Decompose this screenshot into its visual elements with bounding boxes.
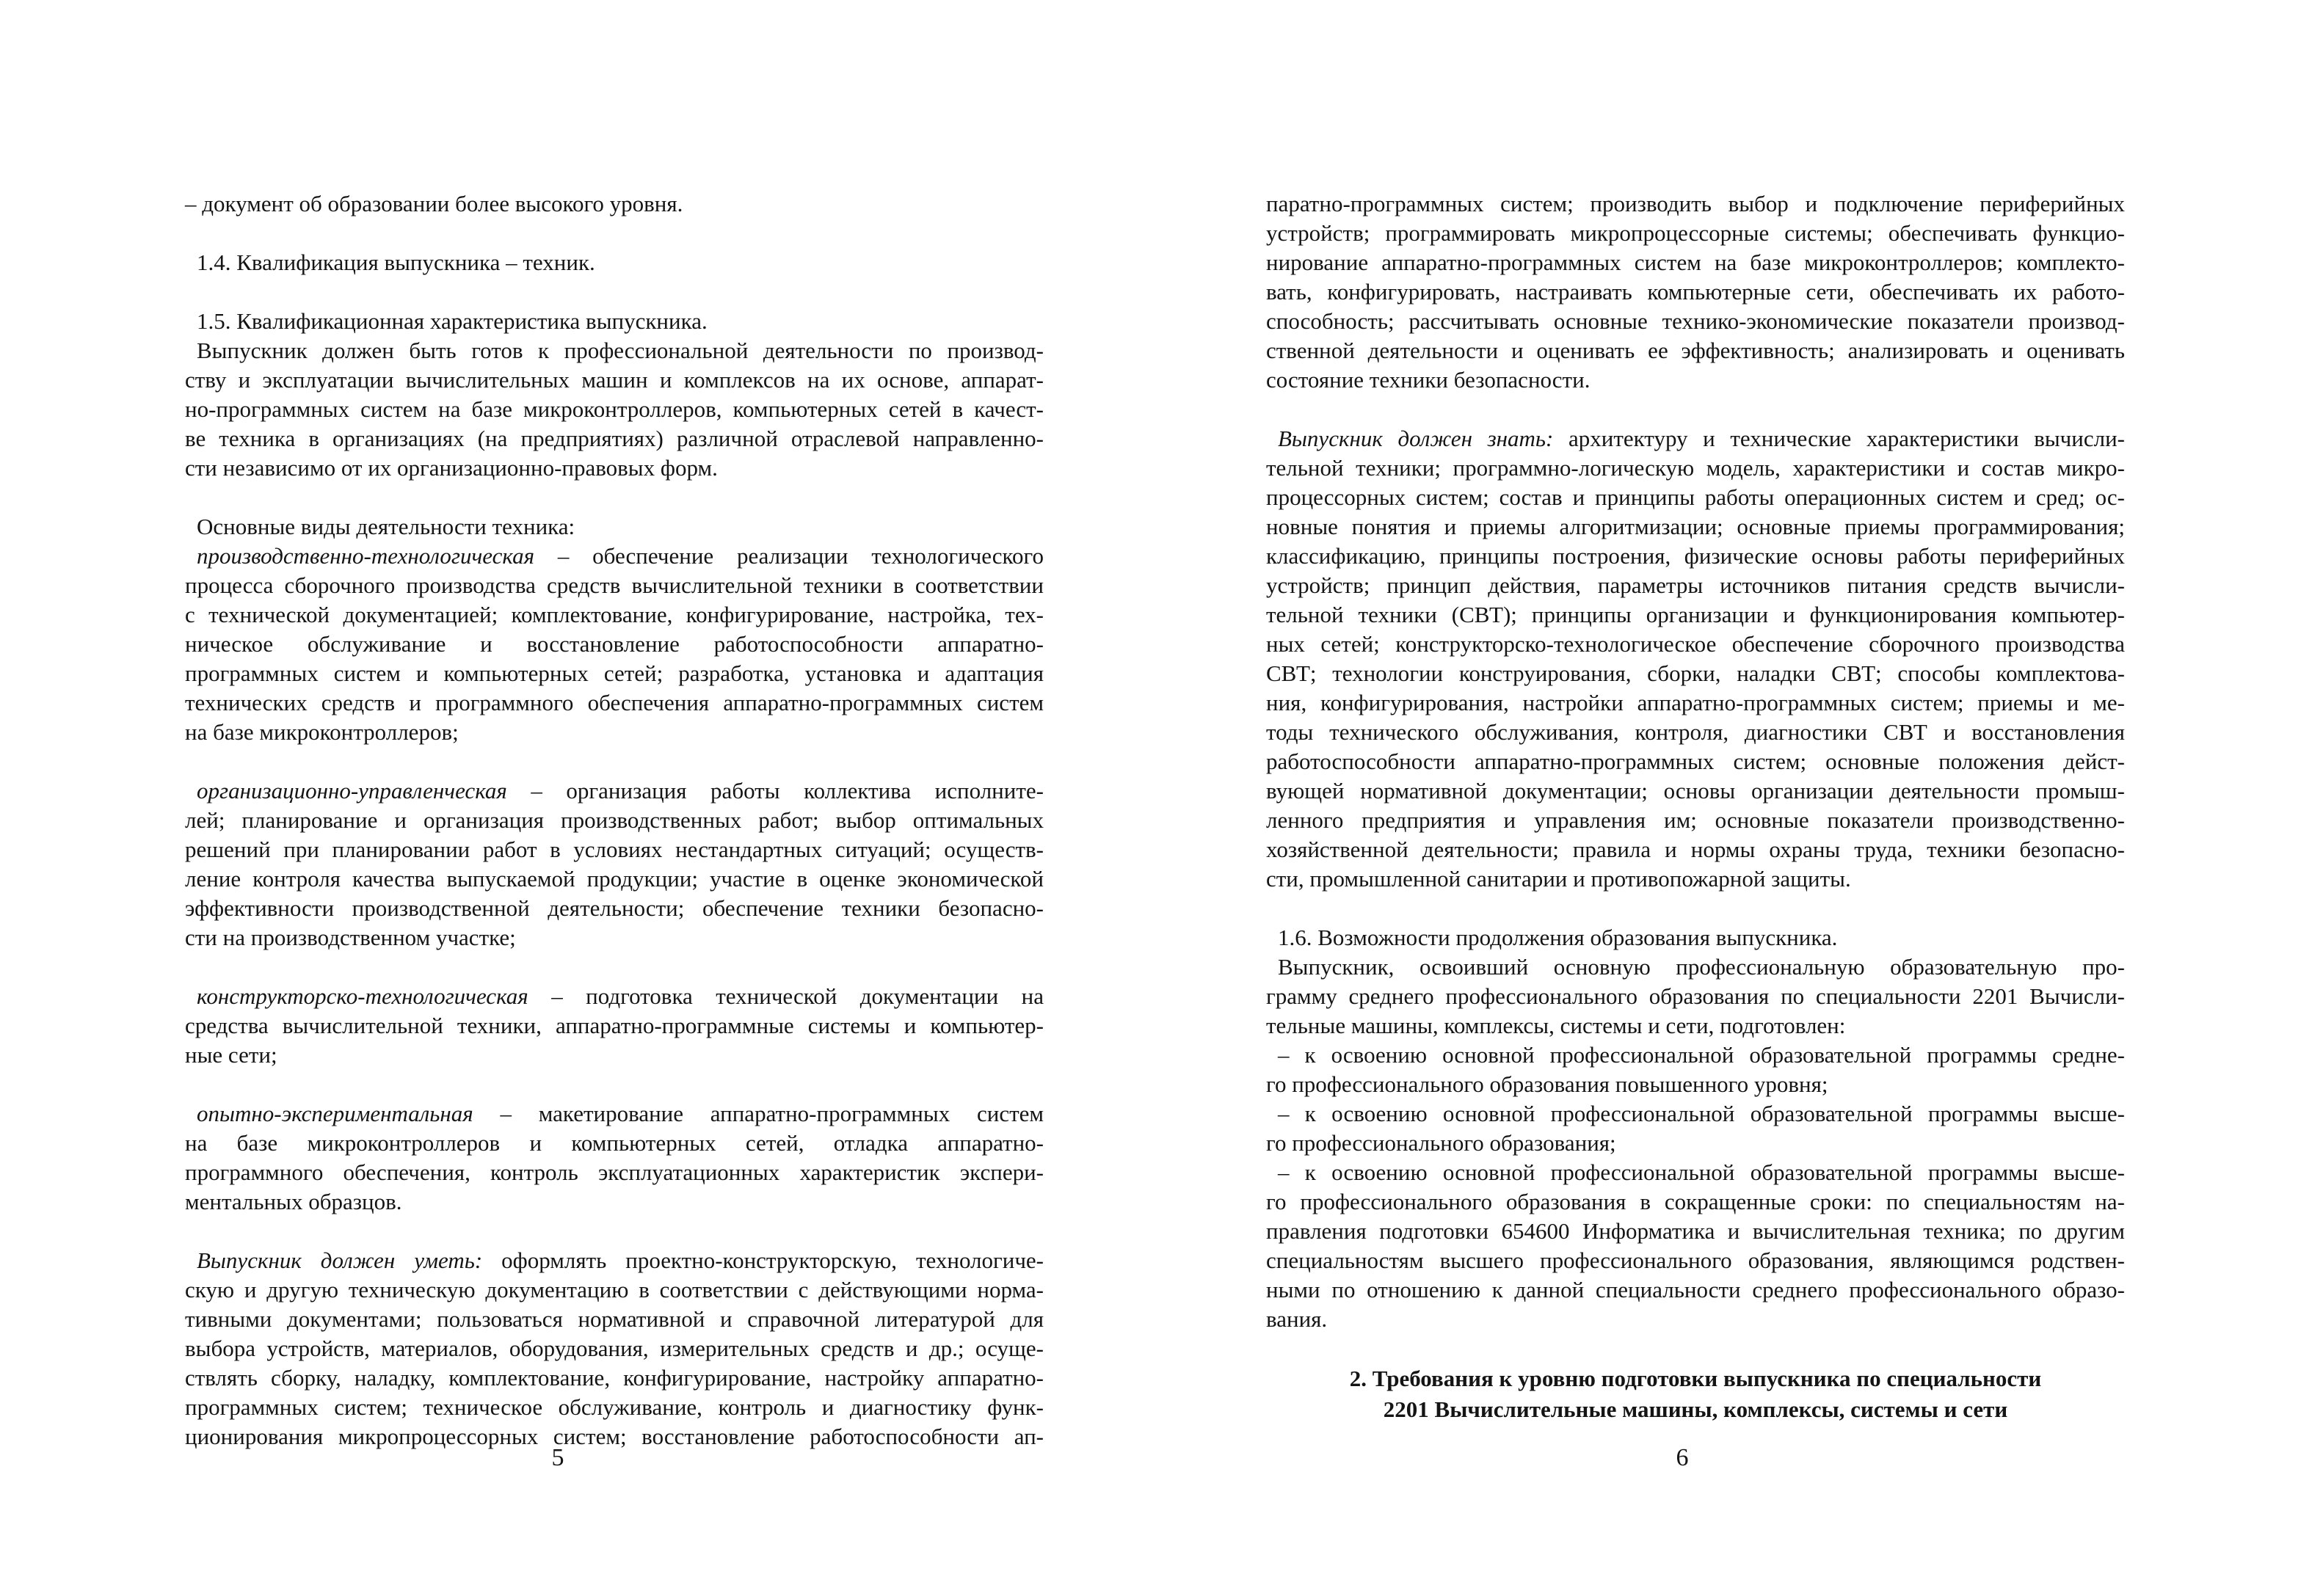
list-item: – к освоению основной профессиональной образовательной программы высше- го профессионального образования;: [1266, 1101, 2125, 1156]
section-title-line: 2. Требования к уровню подготовки выпускника по специальности: [1349, 1366, 2042, 1391]
paragraph: конструкторско-технологическая – подготовка технической документации на средства вычислительной техники, аппаратно-программные системы и компьютер- ные сети;: [185, 983, 1044, 1068]
activity-term: организационно-управленческая: [197, 778, 507, 804]
list-item: – к освоению основной профессиональной образовательной программы средне- го профессионального образования повышенного уровня;: [1266, 1042, 2125, 1097]
paragraph: Выпускник должен быть готов к профессиональной деятельности по производ- ству и эксплуатации вычислительных машин и комплексов на их основе, аппарат- но-программных систем на базе микроконтроллеров, компьютерных сетей в качест- ве техника в организациях (на предприятиях) различной отраслевой направленно- сти независимо от их организационно-правовых форм.: [185, 338, 1044, 481]
page-number: 5: [551, 1444, 564, 1471]
paragraph: Выпускник должен знать: архитектуру и технические характеристики вычисли- тельной техники; программно-логическую модель, характеристики и состав микро- процессорных систем; состав и принципы работы операционных систем и сред; ос- новные понятия и приемы алгоритмизации; основные приемы программирования; классификацию, принципы построения, физические основы работы периферийных устройств; принцип действия, параметры источников питания средств вычисли- тельной техники (СВТ); принципы организации и функционирования компьютер- ных сетей; конструкторско-технологическое обеспечение сборочного производства СВТ; технологии конструирования, сборки, наладки СВТ; способы комплектова- ния, конфигурирования, настройки аппаратно-программных систем; приемы и ме- тоды технического обслуживания, контроля, диагностики СВТ и восстановления работоспособности аппаратно-программных систем; основные положения дейст- вующей нормативной документации; основы организации деятельности промыш- ленного предприятия и управления им; основные показатели производственно- хозяйственной деятельности; правила и нормы охраны труда, техники безопасно- сти, промышленной санитарии и противопожарной защиты.: [1266, 426, 2125, 892]
paragraph: опытно-экспериментальная – макетирование аппаратно-программных систем на базе микроконтроллеров и компьютерных сетей, отладка аппаратно- программного обеспечения, контроль эксплуатационных характеристик экспери- ментальных образцов.: [185, 1101, 1044, 1214]
subsection-heading: 1.5. Квалификационная характеристика выпускника.: [197, 308, 708, 334]
section-title-line: 2201 Вычислительные машины, комплексы, системы и сети: [1383, 1396, 2008, 1422]
activity-term: конструкторско-технологическая: [197, 983, 528, 1009]
paragraph: производственно-технологическая – обеспечение реализации технологического процесса сборочного производства средств вычислительной техники в соответствии с технической документацией; комплектование, конфигурирование, настройка, тех- ническое обслуживание и восстановление работоспособности аппаратно- программных систем и компьютерных сетей; разработка, установка и адаптация технических средств и программного обеспечения аппаратно-программных систем на базе микроконтроллеров;: [185, 543, 1044, 745]
knowledge-term: Выпускник должен знать:: [1278, 426, 1554, 451]
right-page: [1156, 0, 2312, 1596]
activity-term: опытно-экспериментальная: [197, 1101, 473, 1126]
subsection-heading: 1.6. Возможности продолжения образования выпускника.: [1278, 925, 1838, 950]
skills-term: Выпускник должен уметь:: [197, 1247, 483, 1273]
paragraph: Выпускник должен уметь: оформлять проектно-конструкторскую, технологиче- скую и другую техническую документацию в соответствии с действующими норма- тивными документами; пользоваться нормативной и справочной литературой для выбора устройств, материалов, оборудования, измерительных средств и др.; осуще- ствлять сборку, наладку, комплектование, конфигурирование, настройку аппаратно- программных систем; техническое обслуживание, контроль и диагностику функ- ционирования микропроцессорных систем; восстановление работоспособности ап-: [185, 1247, 1044, 1449]
paragraph: Выпускник, освоивший основную профессиональную образовательную про- грамму среднего профессионального образования по специальности 2201 Вычисли- тельные машины, комплексы, системы и сети, подготовлен:: [1266, 954, 2125, 1038]
activity-term: производственно-технологическая: [197, 543, 534, 569]
right-page-text: [1266, 189, 2125, 1425]
list-item: – к освоению основной профессиональной образовательной программы высше- го профессионального образования в сокращенные сроки: по специальностям на- правления подготовки 654600 Информатика и вычислительная техника; по другим специальностям высшего профессионального образования, являющимся родствен- ными по отношению к данной специальности среднего профессионального образо- вания.: [1266, 1159, 2125, 1332]
list-intro: Основные виды деятельности техника:: [197, 514, 575, 539]
section-title: [1266, 1363, 2125, 1425]
page-number: 6: [1676, 1444, 1689, 1471]
paragraph: паратно-программных систем; производить выбор и подключение периферийных устройств; программировать микропроцессорные системы; обеспечивать функцио- нирование аппаратно-программных систем на базе микроконтроллеров; комплекто- вать, конфигурировать, настраивать компьютерные сети, обеспечивать их работо- способность; рассчитывать основные технико-экономические показатели производ- ственной деятельности и оценивать ее эффективность; анализировать и оценивать состояние техники безопасности.: [1266, 191, 2125, 393]
paragraph: организационно-управленческая – организация работы коллектива исполните- лей; планирование и организация производственных работ; выбор оптимальных решений при планировании работ в условиях нестандартных ситуаций; осуществ- ление контроля качества выпускаемой продукции; участие в оценке экономической эффективности производственной деятельности; обеспечение техники безопасно- сти на производственном участке;: [185, 778, 1044, 950]
text-line: – документ об образовании более высокого уровня.: [185, 191, 683, 216]
subsection-heading: 1.4. Квалификация выпускника – техник.: [197, 249, 595, 275]
left-page-text: [185, 189, 1044, 1451]
